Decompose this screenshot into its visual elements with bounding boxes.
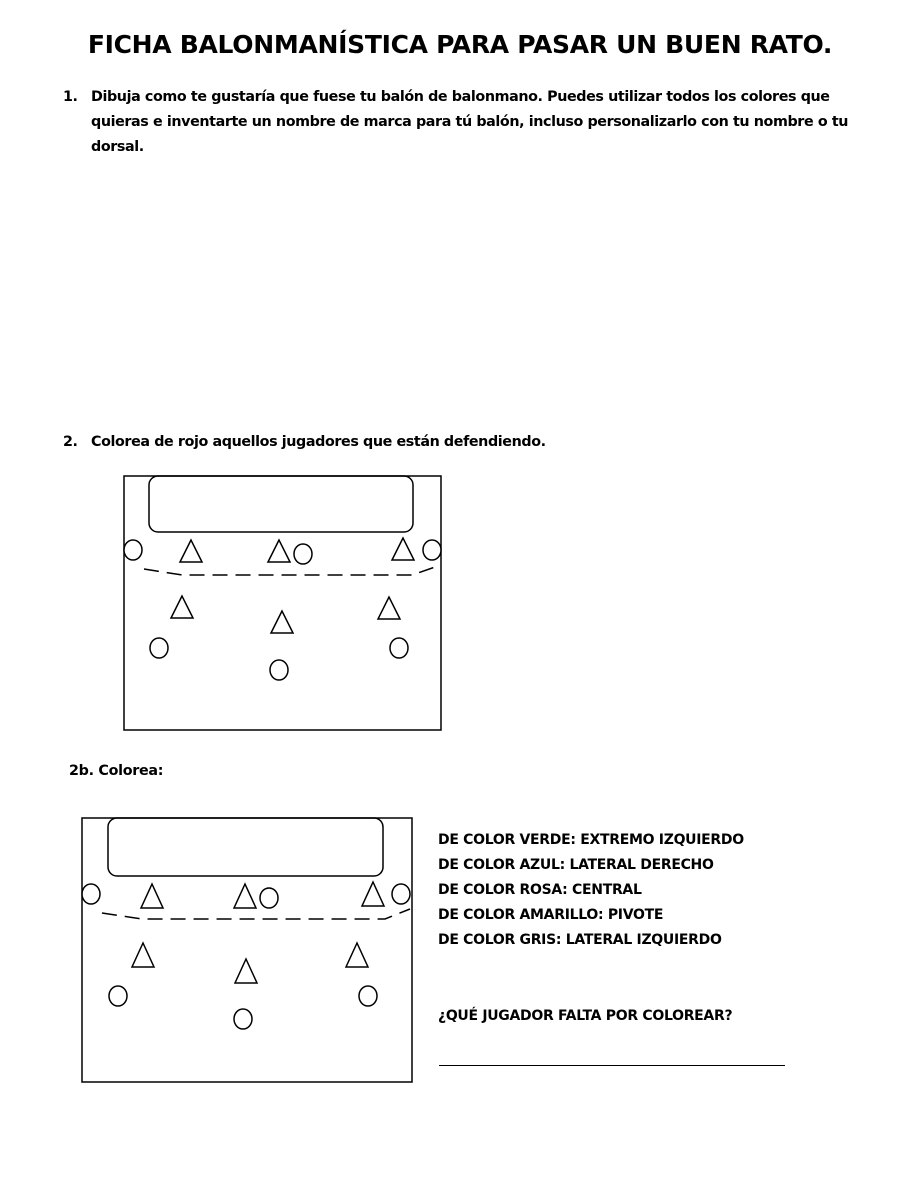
- player-circle[interactable]: [234, 1009, 252, 1029]
- question-2-text: Colorea de rojo aquellos jugadores que están defendiendo.: [91, 434, 546, 450]
- player-triangle[interactable]: [271, 611, 293, 633]
- question-2b-label: 2b. Colorea:: [69, 763, 164, 779]
- legend-item-rosa: DE COLOR ROSA: CENTRAL: [438, 882, 642, 898]
- player-triangle[interactable]: [392, 538, 414, 560]
- player-triangle[interactable]: [235, 959, 257, 983]
- question-1-number: 1.: [63, 89, 78, 105]
- player-triangle[interactable]: [180, 540, 202, 562]
- handball-court-diagram-1: [122, 474, 444, 734]
- free-throw-dashed-line: [144, 566, 438, 575]
- player-triangle[interactable]: [346, 943, 368, 967]
- court-outline: [124, 476, 441, 730]
- player-circle[interactable]: [260, 888, 278, 908]
- legend-item-amarillo: DE COLOR AMARILLO: PIVOTE: [438, 907, 664, 923]
- question-2-number: 2.: [63, 434, 78, 450]
- legend-item-azul: DE COLOR AZUL: LATERAL DERECHO: [438, 857, 714, 873]
- player-circle[interactable]: [82, 884, 100, 904]
- player-circle[interactable]: [124, 540, 142, 560]
- question-2: [63, 430, 763, 455]
- court-outline: [82, 818, 412, 1082]
- player-triangle[interactable]: [268, 540, 290, 562]
- player-circle[interactable]: [359, 986, 377, 1006]
- player-circle[interactable]: [109, 986, 127, 1006]
- player-circle[interactable]: [392, 884, 410, 904]
- player-triangle[interactable]: [378, 597, 400, 619]
- player-circle[interactable]: [390, 638, 408, 658]
- player-circle[interactable]: [294, 544, 312, 564]
- player-circle[interactable]: [150, 638, 168, 658]
- page-title: FICHA BALONMANÍSTICA PARA PASAR UN BUEN RATO.: [87, 30, 833, 59]
- legend-item-verde: DE COLOR VERDE: EXTREMO IZQUIERDO: [438, 832, 744, 848]
- goal-area-box: [149, 476, 413, 532]
- player-triangle[interactable]: [362, 882, 384, 906]
- question-1: [63, 85, 863, 160]
- goal-area-box: [108, 818, 383, 876]
- missing-player-question: ¿QUÉ JUGADOR FALTA POR COLOREAR?: [438, 1008, 733, 1024]
- free-throw-dashed-line: [102, 909, 410, 919]
- handball-court-diagram-2: [80, 816, 420, 1086]
- player-triangle[interactable]: [132, 943, 154, 967]
- player-triangle[interactable]: [171, 596, 193, 618]
- player-triangle[interactable]: [141, 884, 163, 908]
- question-1-text: Dibuja como te gustaría que fuese tu balón de balonmano. Puedes utilizar todos los colores que quieras e inventarte un nombre de marca para tú balón, incluso personalizarlo con tu nombre o tu dorsal.: [91, 89, 849, 155]
- player-triangle[interactable]: [234, 884, 256, 908]
- legend-item-gris: DE COLOR GRIS: LATERAL IZQUIERDO: [438, 932, 722, 948]
- player-circle[interactable]: [270, 660, 288, 680]
- player-circle[interactable]: [423, 540, 441, 560]
- answer-line[interactable]: [439, 1065, 785, 1066]
- color-legend: [438, 828, 744, 953]
